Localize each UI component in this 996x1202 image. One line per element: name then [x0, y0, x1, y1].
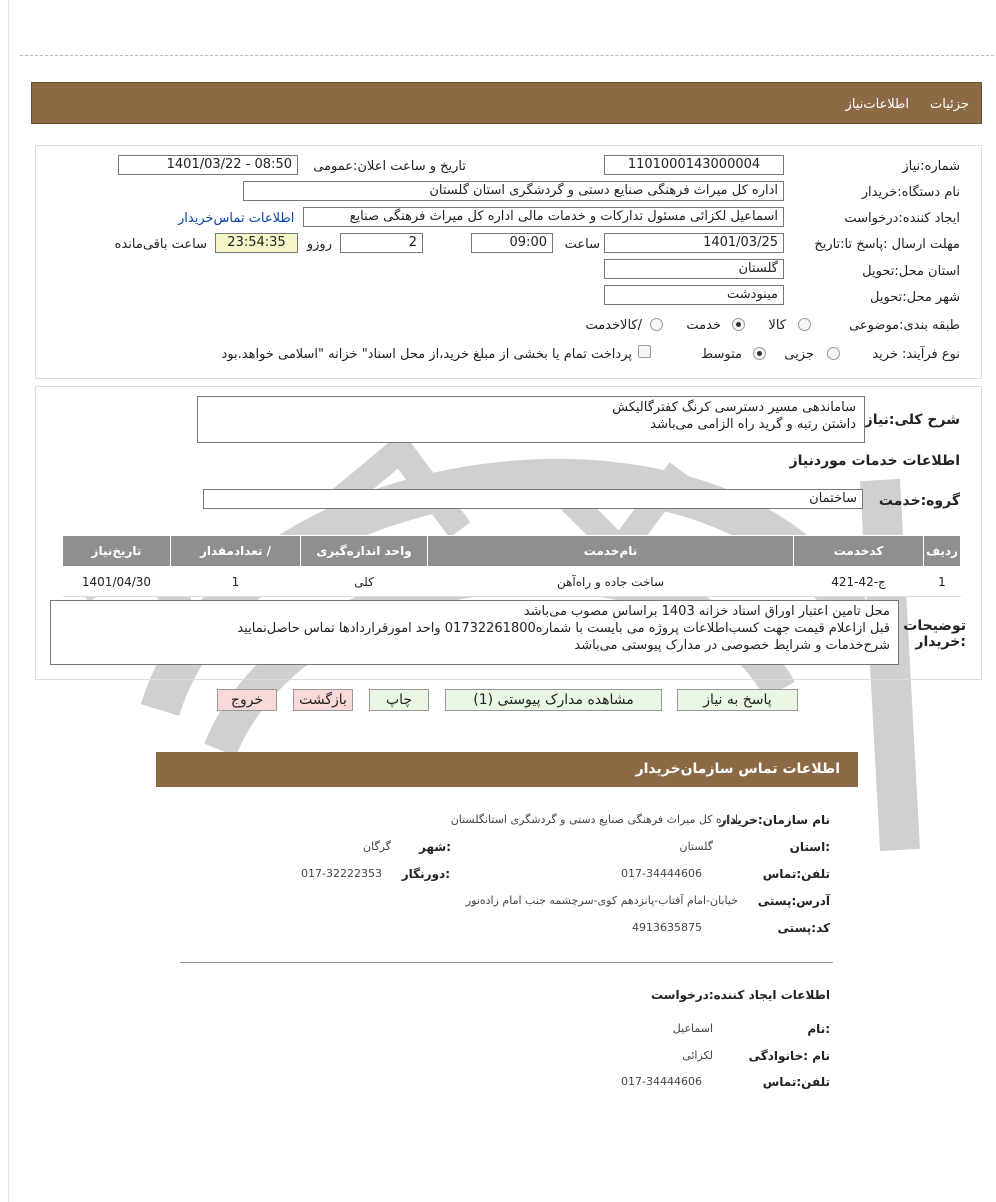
page-left-border [8, 0, 9, 1202]
creator-name-value: اسماعیل [672, 1022, 713, 1035]
remaining-time-field: 23:54:35 [215, 233, 298, 253]
header-title: جزئیات [930, 97, 969, 112]
description-label: شرح کلی:نیاز [864, 412, 960, 428]
category-goods-service-radio[interactable] [650, 318, 663, 331]
cell-row: 1 [924, 567, 961, 597]
back-button[interactable]: بازگشت [293, 689, 353, 711]
exit-button[interactable]: خروج [217, 689, 277, 711]
contact-address-label: آدرس:پستی [757, 894, 830, 908]
creator-name-label: :نام [807, 1022, 830, 1036]
description-line-2: داشتن رتبه و گرید راه الزامی می‌باشد [650, 417, 856, 432]
description-box [197, 396, 865, 443]
process-medium-radio[interactable] [753, 347, 766, 360]
buyer-contact-link[interactable]: اطلاعات تماس‌خریدار [178, 211, 295, 226]
buyer-org-label: نام دستگاه:خریدار [861, 185, 960, 200]
col-need-date: تاریخ‌نیاز [63, 536, 171, 567]
category-service-radio[interactable] [732, 318, 745, 331]
buyer-notes-line-1: محل تامین اعتبار اوراق اسناد خزانه 1403 براساس مصوب می‌باشد [523, 604, 890, 619]
category-goods-service-label: /کالاخدمت [585, 318, 642, 333]
category-label: طبقه بندی:موضوعی [849, 318, 960, 333]
contact-postal-value: 4913635875 [632, 921, 702, 934]
contact-fax-value: 017-32222353 [301, 867, 382, 880]
process-type: خرید [872, 347, 898, 362]
header-subtitle: اطلاعات‌نیاز [845, 97, 909, 112]
announce-field: 1401/03/22 - 08:50 [118, 155, 298, 175]
category-goods-radio[interactable] [798, 318, 811, 331]
process-minor-radio[interactable] [827, 347, 840, 360]
city-field: مینودشت [604, 285, 784, 305]
announce-label: تاریخ و ساعت اعلان:عمومی [313, 159, 466, 174]
process-medium-label: متوسط [701, 347, 742, 362]
cell-service-code: ج-42-421 [794, 567, 924, 597]
contact-address-value: خیابان-امام آفتاب-پانزدهم کوی-سرچشمه جنب امام زاده‌نور [465, 894, 738, 907]
contact-city-label: :شهر [419, 840, 451, 854]
description-line-1: ساماندهی مسیر دسترسی کرنگ کفترگالیکش [612, 400, 856, 415]
print-button[interactable]: چاپ [369, 689, 429, 711]
buyer-notes-line-2: قبل ازاعلام قیمت جهت کسب‌اطلاعات پروژه می بایست با شماره01732261800 واحد امورقراردادها تماس حاصل‌نمایید [237, 621, 890, 636]
contact-city-value: گرگان [363, 840, 391, 853]
buyer-notes-label: توضیحات :خریدار [903, 618, 966, 650]
view-attachments-button[interactable]: مشاهده مدارک پیوستی (1) [445, 689, 662, 711]
deadline-time-label: ساعت [564, 237, 600, 252]
treasury-payment-checkbox[interactable] [638, 345, 651, 358]
remaining-time-label: ساعت باقی‌مانده [114, 237, 207, 252]
services-table-header [63, 536, 961, 567]
creator-family-value: لکزائی [682, 1049, 713, 1062]
contact-org-value: اداره کل میراث فرهنگی صنایع دستی و گردشگری استانگلستان [450, 813, 738, 826]
service-group-field: ساختمان [203, 489, 863, 509]
top-divider [20, 55, 994, 56]
contact-postal-label: کد:پستی [777, 921, 830, 935]
treasury-payment-note: پرداخت تمام یا بخشی از مبلغ خرید،از محل اسناد" خزانه "اسلامی خواهد.بود [221, 347, 632, 362]
buyer-notes-line-3: شرح‌خدمات و شرایط خصوصی در مدارک پیوستی می‌باشد [574, 638, 890, 653]
buyer-org-field: اداره کل میراث فرهنگی صنایع دستی و گردشگری استان گلستان [243, 181, 784, 201]
city-label: شهر محل:تحویل [870, 290, 960, 305]
requester-field: اسماعیل لکزائی مسئول تدارکات و خدمات مالی اداره کل میراث فرهنگی صنایع [303, 207, 784, 227]
table-row [63, 567, 961, 597]
reply-button[interactable]: پاسخ به نیاز [677, 689, 798, 711]
services-section-title: اطلاعات خدمات موردنیاز [789, 453, 960, 469]
buyer-contact-header [156, 752, 858, 787]
creator-title: اطلاعات ایجاد کننده:درخواست [650, 988, 830, 1002]
service-group-label: گروه:خدمت [878, 493, 960, 509]
cell-quantity: 1 [171, 567, 301, 597]
category-goods-label: کالا [768, 318, 786, 333]
cell-unit: کلی [301, 567, 428, 597]
requester-label: ایجاد کننده:درخواست [844, 211, 960, 226]
buyer-contact-title: اطلاعات تماس سازمان‌خریدار [635, 761, 840, 777]
deadline-label: مهلت ارسال :پاسخ تا:تاریخ [814, 237, 960, 252]
contact-province-label: :استان [789, 840, 830, 854]
creator-phone-label: تلفن:تماس [762, 1075, 830, 1089]
creator-family-label: نام :خانوادگی [748, 1049, 830, 1063]
need-number-field: 1101000143000004 [604, 155, 784, 175]
buyer-notes-box [50, 600, 899, 665]
contact-province-value: گلستان [679, 840, 713, 853]
col-quantity: / تعدادمقدار [171, 536, 301, 567]
cell-need-date: 1401/04/30 [63, 567, 171, 597]
creator-phone-value: 017-34444606 [621, 1075, 702, 1088]
contact-org-label: نام سازمان:خریدار [719, 813, 830, 827]
contact-phone-value: 017-34444606 [621, 867, 702, 880]
col-service-name: نام‌خدمت [428, 536, 794, 567]
cell-service-name: ساخت جاده و راه‌آهن [428, 567, 794, 597]
deadline-date-field: 1401/03/25 [604, 233, 784, 253]
province-field: گلستان [604, 259, 784, 279]
contact-phone-label: تلفن:تماس [762, 867, 830, 881]
need-number-label: شماره:نیاز [902, 159, 960, 174]
process-minor-label: جزیی [784, 347, 814, 362]
details-header-bar [31, 82, 982, 124]
days-label: روزو [306, 237, 332, 252]
col-service-code: کدخدمت [794, 536, 924, 567]
deadline-time-field: 09:00 [471, 233, 553, 253]
contact-divider [180, 962, 833, 963]
col-row: ردیف [924, 536, 961, 567]
process-label: نوع فرآیند: [902, 347, 960, 362]
category-service-label: خدمت [686, 318, 721, 333]
days-field: 2 [340, 233, 423, 253]
contact-fax-label: :دورنگار [401, 867, 450, 881]
col-unit: واحد اندازه‌گیری [301, 536, 428, 567]
province-label: استان محل:تحویل [862, 264, 960, 279]
services-table [62, 535, 961, 597]
